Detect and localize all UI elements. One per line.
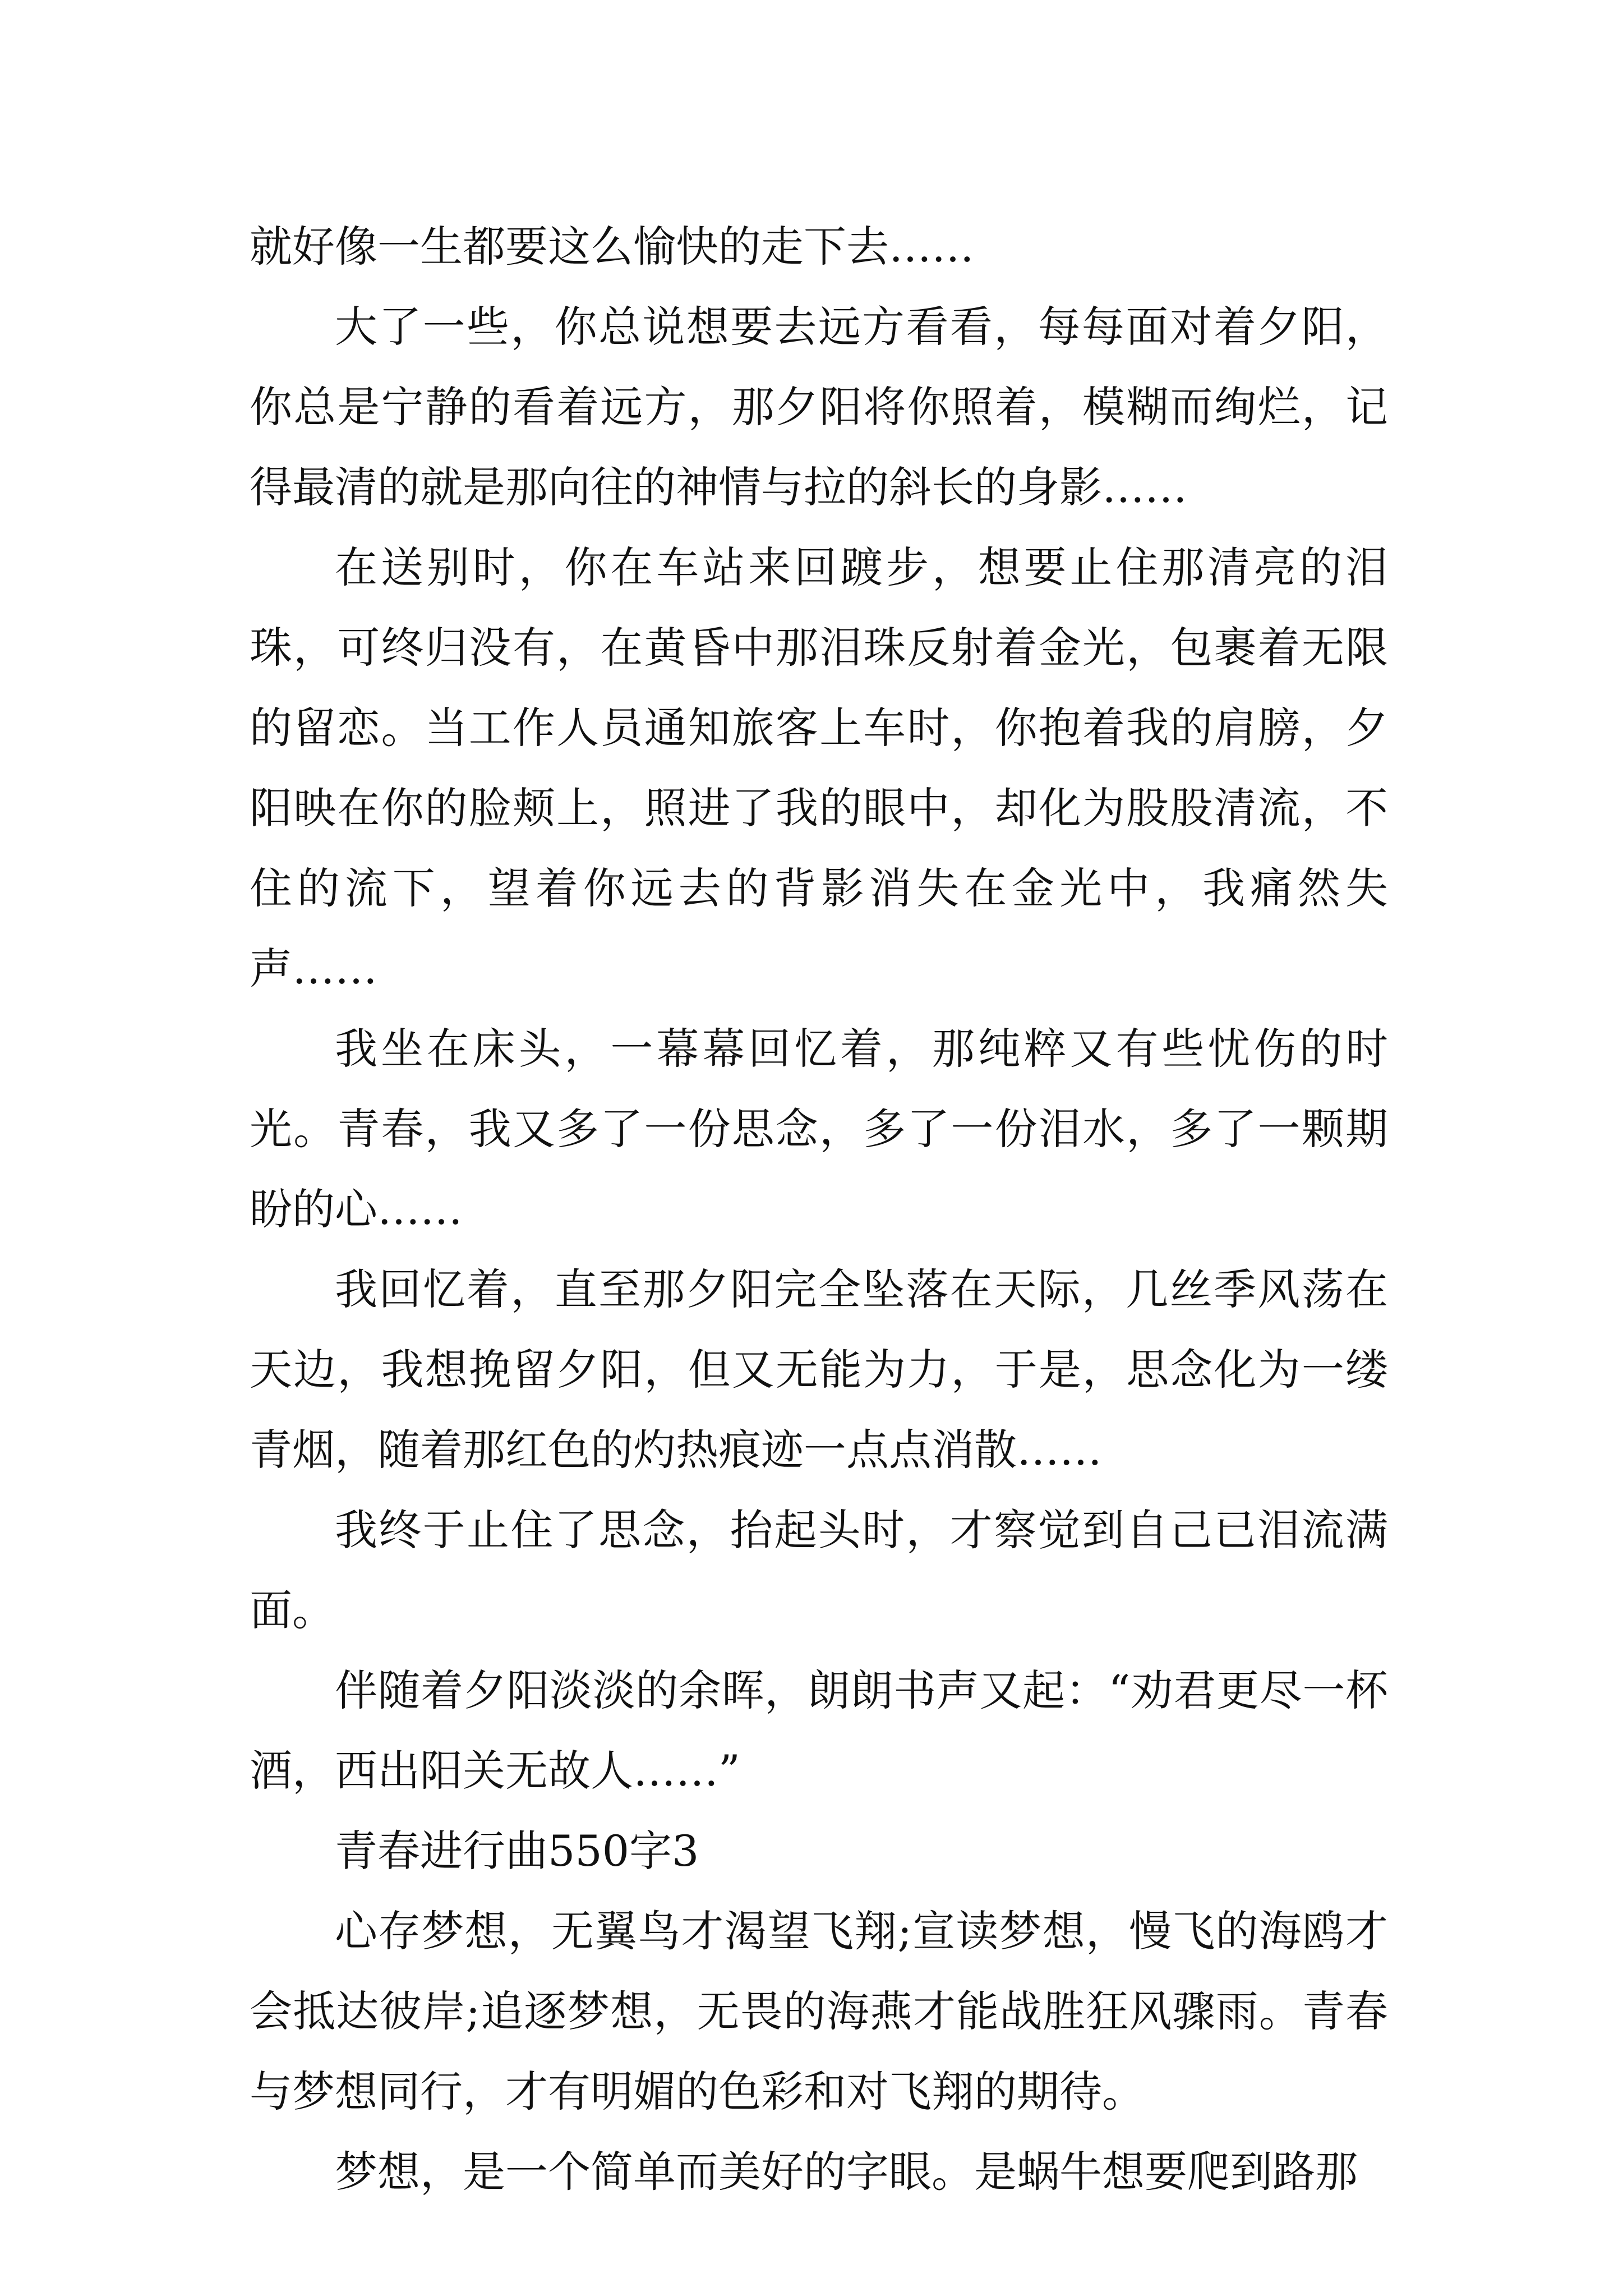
paragraph-dreams: 心存梦想，无翼鸟才渴望飞翔;宣读梦想，慢飞的海鸥才会抵达彼岸;追逐梦想，无畏的海燕才能战胜狂风骤雨。青春与梦想同行，才有明媚的色彩和对飞翔的期待。 bbox=[250, 1906, 1388, 2116]
paragraph-farewell: 在送别时，你在车站来回踱步，想要止住那清亮的泪珠，可终归没有，在黄昏中那泪珠反射着金光，包裹着无限的留恋。当工作人员通知旅客上车时，你抱着我的肩膀，夕阳映在你的脸颊上，照进了我的眼中，却化为股股清流，不住的流下，望着你远去的背影消失在金光中，我痛然失声…… bbox=[250, 542, 1388, 993]
paragraph-growing-up: 大了一些，你总说想要去远方看看，每每面对着夕阳，你总是宁静的看着远方，那夕阳将你照着，模糊而绚烂，记得最清的就是那向往的神情与拉的斜长的身影…… bbox=[250, 302, 1388, 512]
paragraph-dream-definition: 梦想，是一个简单而美好的字眼。是蜗牛想要爬到路那 bbox=[335, 2147, 1358, 2197]
paragraph-sunset: 我回忆着，直至那夕阳完全坠落在天际，几丝季风荡在天边，我想挽留夕阳，但又无能为力，于是，思念化为一缕青烟，随着那红色的灼热痕迹一点点消散…… bbox=[250, 1264, 1388, 1475]
document-body bbox=[250, 206, 1388, 2212]
paragraph-tears: 我终于止住了思念，抬起头时，才察觉到自己已泪流满面。 bbox=[250, 1505, 1388, 1635]
paragraph-poem: 伴随着夕阳淡淡的余晖，朗朗书声又起：“劝君更尽一杯酒，西出阳关无故人……” bbox=[250, 1665, 1388, 1796]
paragraph-continued: 就好像一生都要这么愉快的走下去…… bbox=[250, 222, 974, 272]
section-title: 青春进行曲550字3 bbox=[335, 1826, 699, 1876]
paragraph-memories: 我坐在床头，一幕幕回忆着，那纯粹又有些忧伤的时光。青春，我又多了一份思念，多了一份泪水，多了一颗期盼的心…… bbox=[250, 1024, 1388, 1234]
